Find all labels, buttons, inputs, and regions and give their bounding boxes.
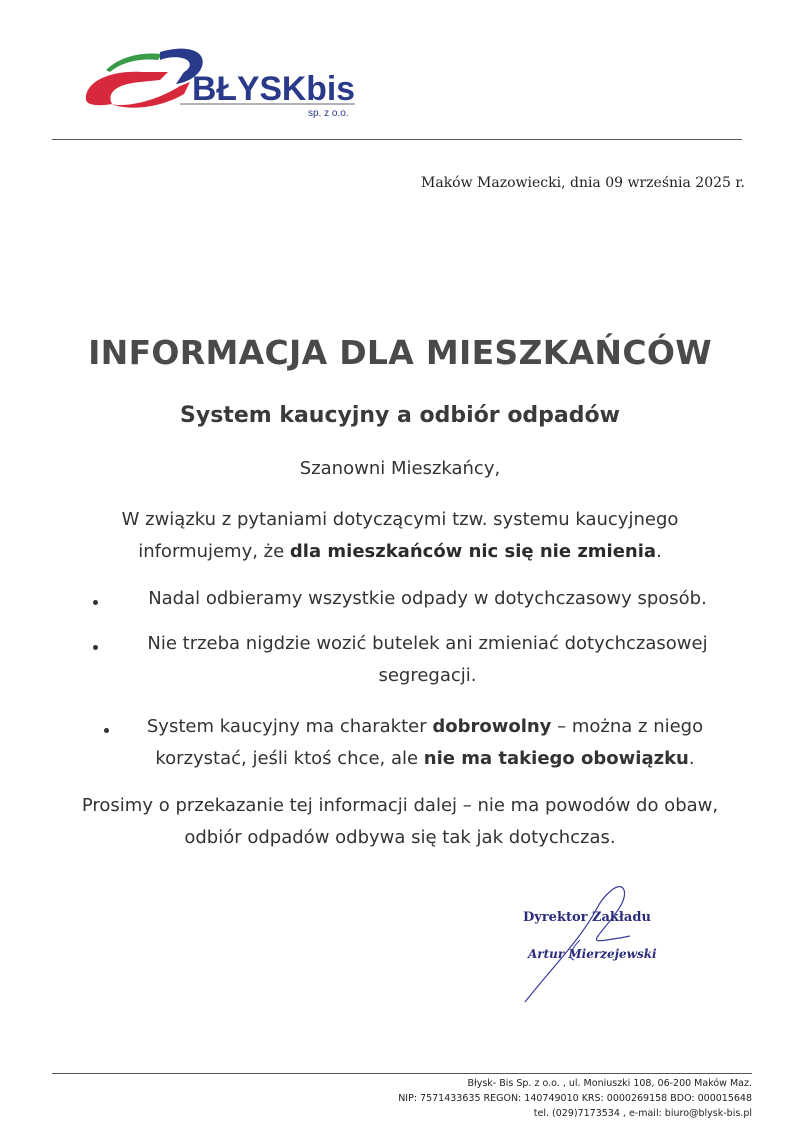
footer-registry: NIP: 7571433635 REGON: 140749010 KRS: 0000269158 BDO: 000015648: [398, 1093, 752, 1104]
logo-sub-text: sp. z o.o.: [308, 108, 349, 119]
bullet-3-line-1: System kaucyjny ma charakter dobrowolny – można z niego: [146, 716, 704, 737]
intro-line-2: informujemy, że dla mieszkańców nic się nie zmienia.: [138, 541, 662, 562]
closing-line-2: odbiór odpadów odbywa się tak jak dotychczas.: [184, 827, 616, 848]
greeting: Szanowni Mieszkańcy,: [299, 458, 501, 479]
bullet-2-line-2: segregacji.: [378, 665, 477, 686]
bullet-dot: [93, 600, 98, 605]
page-title: INFORMACJA DLA MIESZKAŃCÓW: [88, 333, 712, 372]
bullet-item-3: [110, 711, 740, 775]
closing-paragraph: [30, 790, 770, 854]
company-logo: [80, 42, 370, 122]
bullet-dot: [104, 728, 109, 733]
signature-scribble: [500, 880, 700, 1010]
footer-divider: [52, 1073, 752, 1074]
footer-address: Błysk- Bis Sp. z o.o. , ul. Moniuszki 108, 06-200 Maków Maz.: [467, 1078, 752, 1089]
intro-line-1: W związku z pytaniami dotyczącymi tzw. systemu kaucyjnego: [121, 509, 679, 530]
closing-line-1: Prosimy o przekazanie tej informacji dalej – nie ma powodów do obaw,: [81, 795, 719, 816]
signature-name: Artur Mierzejewski: [528, 947, 657, 961]
logo-brand-text: BŁYSKbis: [192, 70, 355, 108]
intro-paragraph: [60, 504, 740, 568]
bullet-2-line-1: Nie trzeba nigdzie wozić butelek ani zmieniać dotychczasowej: [147, 633, 708, 654]
bullet-1-text: Nadal odbieramy wszystkie odpady w dotychczasowy sposób.: [148, 588, 707, 609]
page-subtitle: System kaucyjny a odbiór odpadów: [180, 403, 620, 428]
bullet-item-1: [110, 583, 745, 615]
date-line: Maków Mazowiecki, dnia 09 września 2025 r.: [421, 175, 745, 191]
bullet-3-line-2: korzystać, jeśli ktoś chce, ale nie ma takiego obowiązku.: [155, 748, 695, 769]
bullet-item-2: [110, 628, 745, 692]
bullet-dot: [93, 645, 98, 650]
footer-contact: tel. (029)7173534 , e-mail: biuro@blysk-bis.pl: [533, 1108, 752, 1119]
signature-role: Dyrektor Zakładu: [523, 910, 651, 925]
header-divider: [52, 139, 742, 140]
